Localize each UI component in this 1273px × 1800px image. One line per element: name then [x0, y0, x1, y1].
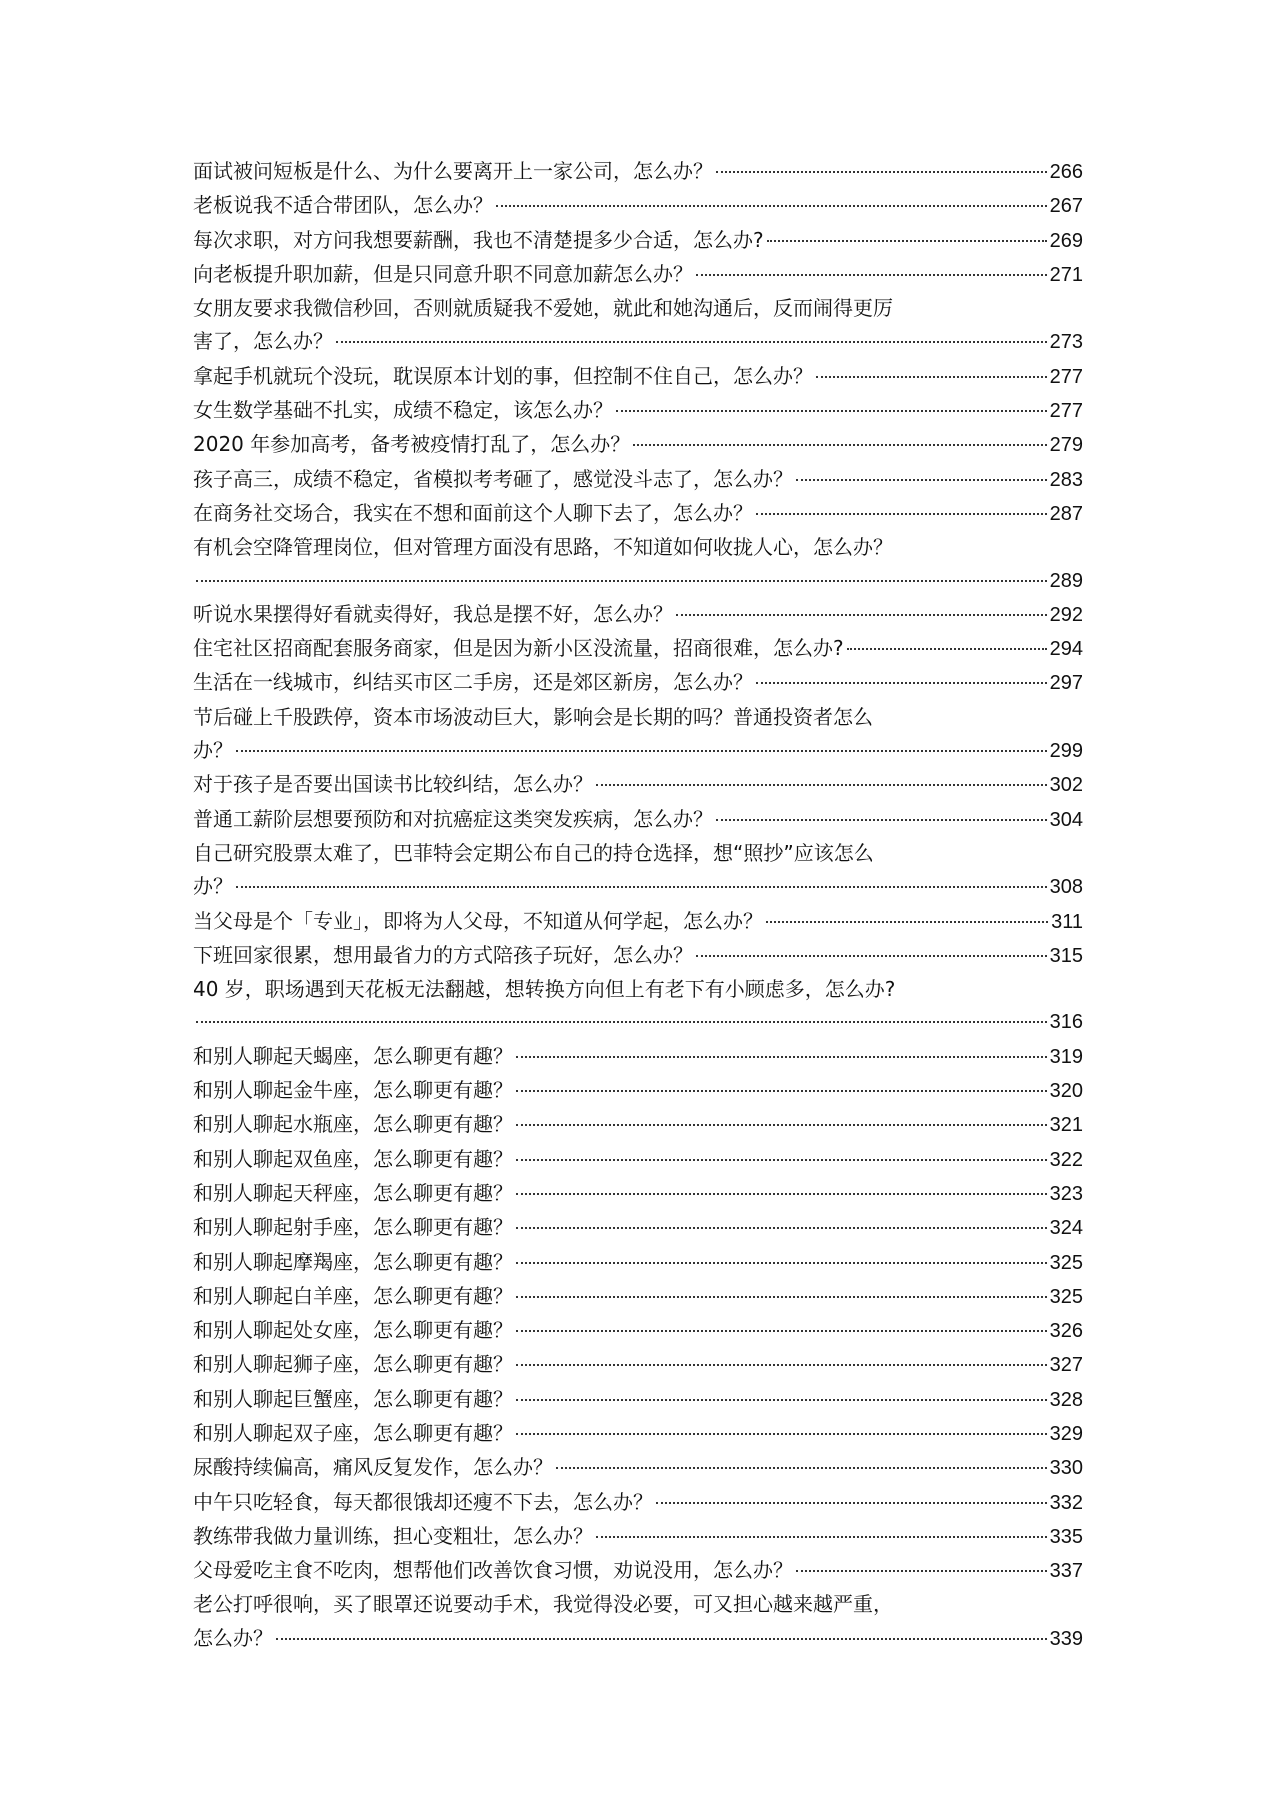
dot-leader: [696, 955, 1047, 957]
toc-page-number: 323: [1049, 1182, 1083, 1205]
toc-entry-title: 在商务社交场合，我实在不想和面前这个人聊下去了，怎么办？: [193, 500, 753, 525]
toc-entry-title: 办？: [193, 874, 233, 899]
toc-entry-title: 生活在一线城市，纠结买市区二手房，还是郊区新房，怎么办？: [193, 670, 753, 695]
toc-entry-title: 中午只吃轻食，每天都很饿却还瘦不下去，怎么办？: [193, 1489, 653, 1514]
dot-leader: [196, 580, 1047, 582]
toc-entry-line: [193, 1417, 1083, 1451]
toc-entry-line: [193, 258, 1083, 292]
toc-entry[interactable]: [193, 1246, 1083, 1280]
toc-entry-line: [193, 1520, 1083, 1554]
toc-entry-title: 每次求职，对方问我想要薪酬，我也不清楚提多少合适，怎么办?: [193, 227, 764, 252]
toc-entry-line: [193, 1451, 1083, 1485]
toc-page-number: 339: [1049, 1627, 1083, 1650]
toc-entry-title: 当父母是个「专业」，即将为人父母，不知道从何学起，怎么办？: [193, 908, 763, 933]
toc-entry-title-first-line: 节后碰上千股跌停，资本市场波动巨大，影响会是长期的吗？普通投资者怎么: [193, 704, 873, 729]
toc-entry-line: [193, 1486, 1083, 1520]
toc-entry-title: 尿酸持续偏高，痛风反复发作，怎么办？: [193, 1455, 553, 1480]
toc-entry-line: [193, 666, 1083, 700]
toc-page-number: 287: [1049, 502, 1083, 525]
toc-entry-line: [193, 734, 1083, 768]
dot-leader: [516, 1399, 1047, 1401]
toc-entry[interactable]: [193, 666, 1083, 700]
toc-entry-line: [193, 598, 1083, 632]
toc-entry-line: [193, 565, 1083, 598]
toc-entry[interactable]: [193, 1143, 1083, 1177]
toc-page-number: 326: [1049, 1320, 1083, 1343]
toc-entry-title-first-line: 女朋友要求我微信秒回，否则就质疑我不爱她，就此和她沟通后，反而闹得更厉: [193, 296, 893, 321]
dot-leader: [516, 1330, 1047, 1332]
dot-leader: [516, 1124, 1047, 1126]
toc-page-number: 294: [1049, 638, 1083, 661]
toc-page-number: 289: [1049, 569, 1083, 592]
dot-leader: [767, 240, 1047, 242]
dot-leader: [516, 1193, 1047, 1195]
toc-entry[interactable]: [193, 1040, 1083, 1074]
toc-page-number: 337: [1049, 1560, 1083, 1583]
toc-entry[interactable]: [193, 155, 1083, 189]
toc-entry[interactable]: [193, 837, 1083, 905]
toc-entry[interactable]: [193, 1177, 1083, 1211]
dot-leader: [596, 784, 1047, 786]
toc-entry-line: [193, 632, 1083, 666]
toc-entry-line: [193, 905, 1083, 939]
toc-page-number: 315: [1049, 944, 1083, 967]
toc-entry-line: [193, 1246, 1083, 1280]
dot-leader: [696, 274, 1047, 276]
toc-entry[interactable]: [193, 803, 1083, 837]
toc-entry-title-first-line: 自己研究股票太难了，巴菲特会定期公布自己的持仓选择，想“照抄”应该怎么: [193, 840, 874, 865]
toc-entry-title: 怎么办？: [193, 1625, 273, 1650]
toc-entry[interactable]: [193, 1451, 1083, 1485]
toc-page-number: 335: [1049, 1525, 1083, 1548]
toc-entry-title: 听说水果摆得好看就卖得好，我总是摆不好，怎么办？: [193, 601, 673, 626]
toc-entry-line: [193, 325, 1083, 359]
toc-entry[interactable]: [193, 497, 1083, 531]
toc-entry[interactable]: [193, 531, 1083, 598]
toc-page-number: 279: [1049, 434, 1083, 457]
toc-entry-title: 住宅社区招商配套服务商家，但是因为新小区没流量，招商很难，怎么办?: [193, 636, 844, 661]
toc-page-number: 316: [1049, 1011, 1083, 1034]
toc-entry[interactable]: [193, 1108, 1083, 1142]
toc-entry[interactable]: [193, 1554, 1083, 1588]
toc-entry[interactable]: [193, 1588, 1083, 1656]
toc-page-number: 273: [1049, 331, 1083, 354]
toc-entry[interactable]: [193, 463, 1083, 497]
toc-entry[interactable]: [193, 973, 1083, 1040]
toc-entry-title: 孩子高三，成绩不稳定，省模拟考考砸了，感觉没斗志了，怎么办？: [193, 466, 793, 491]
toc-entry[interactable]: [193, 428, 1083, 462]
toc-entry-line: [193, 1383, 1083, 1417]
toc-entry[interactable]: [193, 1314, 1083, 1348]
toc-entry-title-first-line: 老公打呼很响，买了眼罩还说要动手术，我觉得没必要，可又担心越来越严重，: [193, 1592, 893, 1617]
toc-page-number: 283: [1049, 468, 1083, 491]
toc-entry[interactable]: [193, 1486, 1083, 1520]
toc-entry-title: 拿起手机就玩个没玩，耽误原本计划的事，但控制不住自己，怎么办？: [193, 363, 813, 388]
toc-entry-title: 和别人聊起射手座，怎么聊更有趣？: [193, 1215, 513, 1240]
dot-leader: [516, 1433, 1047, 1435]
toc-entry[interactable]: [193, 1280, 1083, 1314]
toc-entry-line: [193, 1348, 1083, 1382]
toc-page-number: 269: [1049, 229, 1083, 252]
toc-entry-title: 和别人聊起天秤座，怎么聊更有趣？: [193, 1180, 513, 1205]
toc-page-number: 330: [1049, 1457, 1083, 1480]
dot-leader: [796, 1570, 1047, 1572]
toc-entry[interactable]: [193, 1074, 1083, 1108]
dot-leader: [516, 1090, 1047, 1092]
toc-page-number: 302: [1049, 774, 1083, 797]
toc-entry-line: [193, 1622, 1083, 1656]
toc-entry-title: 普通工薪阶层想要预防和对抗癌症这类突发疾病，怎么办？: [193, 806, 713, 831]
toc-entry-title: 和别人聊起金牛座，怎么聊更有趣？: [193, 1078, 513, 1103]
toc-entry-line: [193, 189, 1083, 223]
toc-entry-line: [193, 1108, 1083, 1142]
dot-leader: [796, 479, 1047, 481]
toc-entry[interactable]: [193, 1211, 1083, 1245]
toc-entry[interactable]: [193, 189, 1083, 223]
dot-leader: [676, 614, 1047, 616]
toc-entry-title: 和别人聊起巨蟹座，怎么聊更有趣？: [193, 1386, 513, 1411]
toc-entry-title: 向老板提升职加薪，但是只同意升职不同意加薪怎么办？: [193, 261, 693, 286]
toc-entry[interactable]: [193, 939, 1083, 973]
toc-entry-line: [193, 1074, 1083, 1108]
toc-entry-line: [193, 1314, 1083, 1348]
table-of-contents: [193, 155, 1083, 1656]
toc-entry-title-first-line: 有机会空降管理岗位，但对管理方面没有思路，不知道如何收拢人心，怎么办？: [193, 535, 893, 560]
toc-entry-line: [193, 768, 1083, 802]
dot-leader: [766, 921, 1048, 923]
toc-page-number: 322: [1049, 1148, 1083, 1171]
toc-page-number: 299: [1049, 740, 1083, 763]
dot-leader: [616, 410, 1047, 412]
toc-page-number: 325: [1049, 1285, 1083, 1308]
toc-entry-line: [193, 224, 1083, 258]
dot-leader: [516, 1159, 1047, 1161]
toc-page-number: 266: [1049, 161, 1083, 183]
toc-page-number: 321: [1049, 1114, 1083, 1137]
toc-entry[interactable]: [193, 701, 1083, 769]
toc-page-number: 324: [1049, 1217, 1083, 1240]
toc-entry-line: [193, 1143, 1083, 1177]
toc-entry-title: 和别人聊起狮子座，怎么聊更有趣？: [193, 1352, 513, 1377]
toc-entry[interactable]: [193, 905, 1083, 939]
toc-entry-title: 办？: [193, 738, 233, 763]
toc-entry-line: [193, 803, 1083, 837]
toc-entry-title: 害了，怎么办？: [193, 329, 333, 354]
dot-leader: [716, 819, 1047, 821]
toc-entry-line: [193, 497, 1083, 531]
toc-entry-line: [193, 1211, 1083, 1245]
toc-entry[interactable]: [193, 598, 1083, 632]
toc-entry-title: 面试被问短板是什么、为什么要离开上一家公司，怎么办？: [193, 159, 713, 183]
dot-leader: [847, 648, 1047, 650]
toc-entry-title: 教练带我做力量训练，担心变粗壮，怎么办？: [193, 1523, 593, 1548]
dot-leader: [816, 376, 1047, 378]
toc-entry[interactable]: [193, 1520, 1083, 1554]
toc-entry[interactable]: [193, 1417, 1083, 1451]
toc-entry[interactable]: [193, 360, 1083, 394]
toc-entry[interactable]: [193, 394, 1083, 428]
toc-page-number: 308: [1049, 876, 1083, 899]
toc-entry-title: 老板说我不适合带团队，怎么办？: [193, 193, 493, 218]
toc-entry-line: [193, 1040, 1083, 1074]
toc-entry-line: [193, 394, 1083, 428]
toc-entry-title: 和别人聊起处女座，怎么聊更有趣？: [193, 1318, 513, 1343]
toc-entry[interactable]: [193, 258, 1083, 292]
dot-leader: [556, 1467, 1047, 1469]
toc-entry-line: [193, 463, 1083, 497]
toc-page-number: 332: [1049, 1491, 1083, 1514]
toc-page-number: 277: [1049, 365, 1083, 388]
toc-entry-line: [193, 155, 1083, 189]
dot-leader: [516, 1056, 1047, 1058]
dot-leader: [633, 444, 1046, 446]
toc-entry-line: [193, 1177, 1083, 1211]
toc-entry-line: [193, 360, 1083, 394]
toc-page-number: 277: [1049, 400, 1083, 423]
toc-entry-line: [193, 1554, 1083, 1588]
toc-page-number: 328: [1049, 1388, 1083, 1411]
dot-leader: [276, 1638, 1047, 1640]
toc-page-number: 327: [1049, 1354, 1083, 1377]
toc-entry-title: 和别人聊起双子座，怎么聊更有趣？: [193, 1420, 513, 1445]
dot-leader: [516, 1296, 1047, 1298]
toc-entry-title: 和别人聊起水瓶座，怎么聊更有趣？: [193, 1112, 513, 1137]
dot-leader: [716, 171, 1047, 173]
toc-entry-title: 2020 年参加高考，备考被疫情打乱了，怎么办？: [193, 432, 631, 457]
toc-page-number: 325: [1049, 1251, 1083, 1274]
dot-leader: [196, 1021, 1047, 1023]
toc-page-number: 292: [1049, 603, 1083, 626]
toc-page-number: 311: [1051, 910, 1083, 933]
toc-entry-title: 父母爱吃主食不吃肉，想帮他们改善饮食习惯，劝说没用，怎么办？: [193, 1558, 793, 1583]
toc-entry-title: 和别人聊起白羊座，怎么聊更有趣？: [193, 1283, 513, 1308]
toc-page-number: 267: [1049, 195, 1083, 218]
toc-entry-title: 对于孩子是否要出国读书比较纠结，怎么办？: [193, 772, 593, 797]
toc-entry-line: [193, 428, 1083, 462]
dot-leader: [656, 1502, 1047, 1504]
toc-page-number: 271: [1049, 263, 1083, 286]
toc-entry-line: [193, 939, 1083, 973]
toc-entry[interactable]: [193, 224, 1083, 258]
toc-page-number: 297: [1049, 672, 1083, 695]
toc-entry-title: 女生数学基础不扎实，成绩不稳定，该怎么办？: [193, 398, 613, 423]
toc-entry-line: [193, 870, 1083, 904]
toc-entry[interactable]: [193, 292, 1083, 360]
toc-entry-title: 和别人聊起天蝎座，怎么聊更有趣？: [193, 1043, 513, 1068]
toc-entry-line: [193, 1006, 1083, 1039]
dot-leader: [756, 513, 1047, 515]
toc-page-number: 320: [1049, 1080, 1083, 1103]
toc-entry-title: 和别人聊起摩羯座，怎么聊更有趣？: [193, 1249, 513, 1274]
toc-entry[interactable]: [193, 768, 1083, 802]
dot-leader: [756, 682, 1047, 684]
dot-leader: [236, 886, 1047, 888]
dot-leader: [336, 341, 1047, 343]
dot-leader: [516, 1364, 1047, 1366]
toc-entry-line: [193, 1280, 1083, 1314]
toc-entry[interactable]: [193, 1383, 1083, 1417]
toc-entry-title: 下班回家很累，想用最省力的方式陪孩子玩好，怎么办？: [193, 942, 693, 967]
toc-page-number: 319: [1049, 1045, 1083, 1068]
toc-entry-title-first-line: 40 岁，职场遇到天花板无法翻越，想转换方向但上有老下有小顾虑多，怎么办?: [193, 977, 896, 1002]
dot-leader: [516, 1262, 1047, 1264]
dot-leader: [516, 1227, 1047, 1229]
toc-page-number: 329: [1049, 1422, 1083, 1445]
toc-entry[interactable]: [193, 632, 1083, 666]
toc-page-number: 304: [1049, 808, 1083, 831]
toc-entry-title: 和别人聊起双鱼座，怎么聊更有趣？: [193, 1146, 513, 1171]
toc-entry[interactable]: [193, 1348, 1083, 1382]
dot-leader: [596, 1536, 1047, 1538]
dot-leader: [236, 750, 1047, 752]
dot-leader: [496, 205, 1047, 207]
